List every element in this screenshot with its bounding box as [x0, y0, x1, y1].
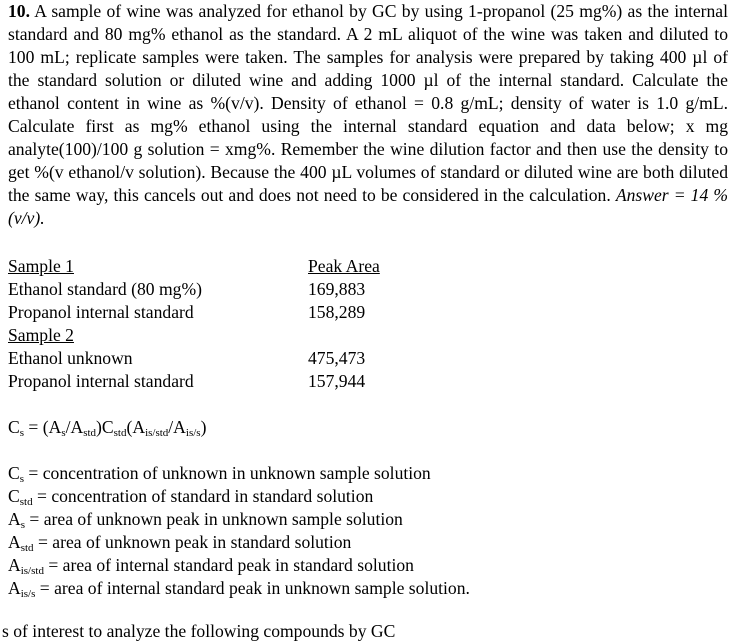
- definition-line: $C_{std}$ = concentration of standard in standard solution: [8, 486, 374, 508]
- definition-line: $A_{std}$ = area of unknown peak in standard solution: [8, 532, 352, 554]
- definition-line: $A_{is/s}$ = area of internal standard peak in unknown sample solution.: [8, 578, 470, 600]
- sample-1-heading: Sample 1: [8, 256, 74, 276]
- table-row-value: 475,473: [308, 348, 366, 368]
- problem-number: 10.: [8, 1, 30, 21]
- answer-text: Answer = 14 % (v/v).: [8, 185, 728, 228]
- table-row-value: 157,944: [308, 371, 366, 391]
- peak-area-heading: Peak Area: [308, 256, 380, 276]
- cut-off-text-line: s of interest to analyze the following compounds by GC: [2, 621, 396, 641]
- table-row-label: Ethanol unknown: [8, 348, 133, 368]
- table-row-label: Ethanol standard (80 mg%): [8, 279, 202, 299]
- table-row-label: Propanol internal standard: [8, 371, 194, 391]
- definition-line: $A_{is/std}$ = area of internal standard peak in standard solution: [8, 555, 414, 577]
- definition-line: $A_s$ = area of unknown peak in unknown sample solution: [8, 509, 403, 531]
- internal-standard-equation: $C_s = (A_s/A_{std})C_{std}(A_{is/std}/A_{is/s})$: [8, 417, 207, 439]
- definition-line: $C_s$ = concentration of unknown in unknown sample solution: [8, 463, 431, 485]
- table-row-value: 169,883: [308, 279, 366, 299]
- table-row-label: Propanol internal standard: [8, 302, 194, 322]
- problem-text: A sample of wine was analyzed for ethanol by GC by using 1-propanol (25 mg%) as the internal standard and 80 mg% ethanol as the standard. A 2 mL aliquot of the wine was taken and diluted to 100 mL; replicate samples were taken. The samples for analysis were prepared by taking 400 µl of the standard solution or diluted wine and adding 1000 µl of the internal standard. Calculate the ethanol content in wine as %(v/v). Density of ethanol = 0.8 g/mL; density of water is 1.0 g/mL. Calculate first as mg% ethanol using the internal standard equation and data below; x mg analyte(100)/100 g solution = xmg%. Remember the wine dilution factor and then use the density to get %(v ethanol/v solution). Because the 400 µL volumes of standard or diluted wine are both diluted the same way, this cancels out and does not need to be considered in the calculation.: [8, 1, 728, 205]
- table-row-value: 158,289: [308, 302, 366, 322]
- sample-2-heading: Sample 2: [8, 325, 74, 345]
- problem-10: [8, 0, 728, 230]
